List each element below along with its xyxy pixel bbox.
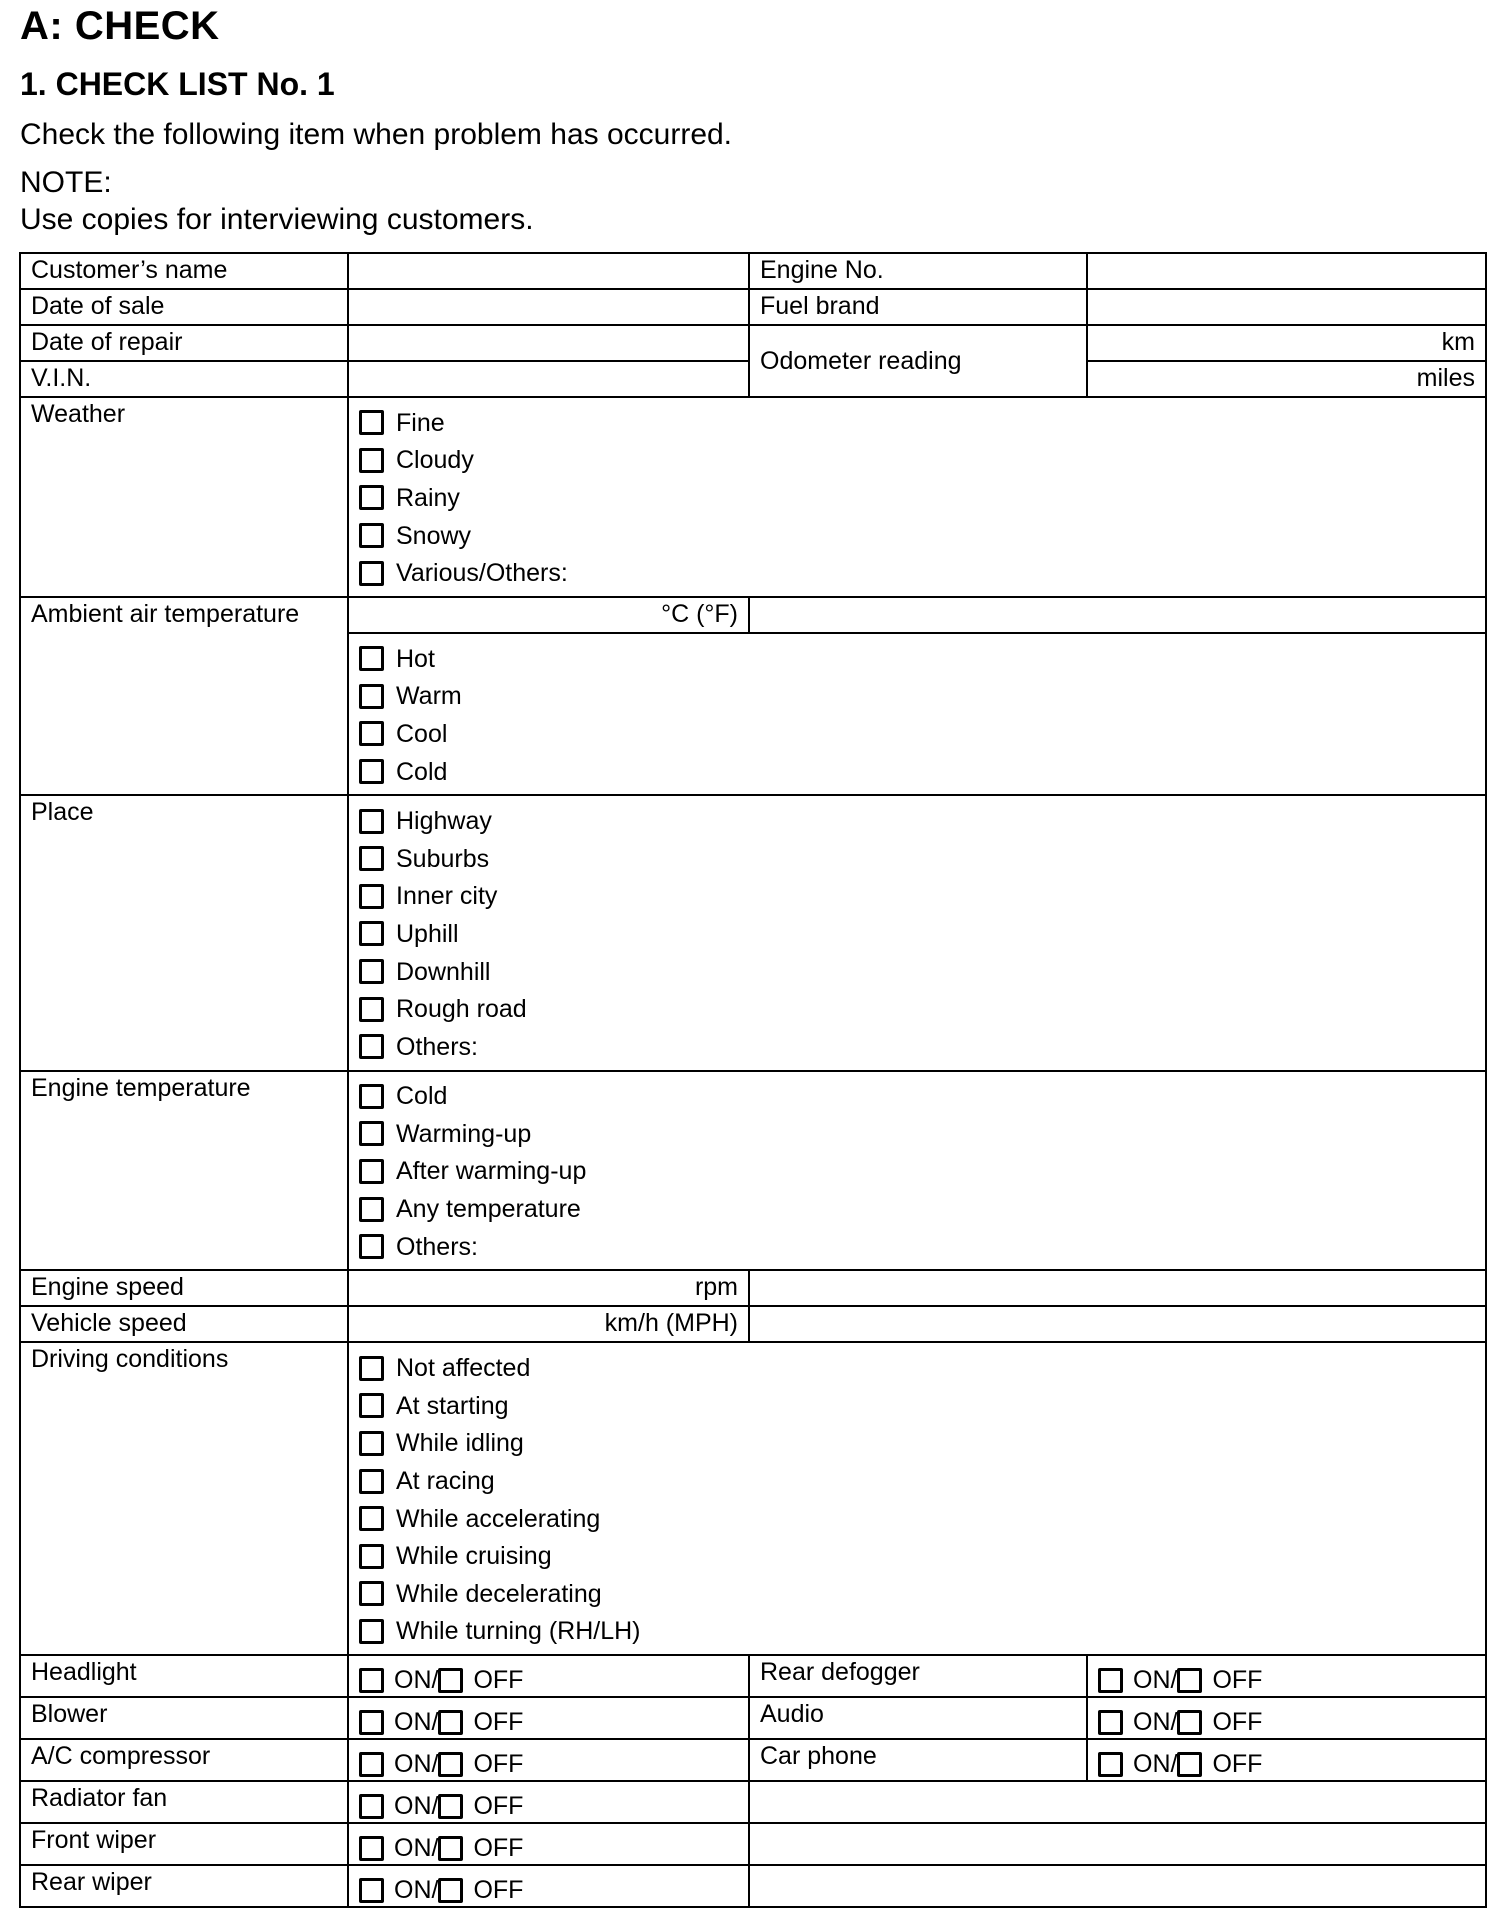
place-option[interactable]: Downhill <box>359 953 1475 991</box>
engine-temp-options <box>348 1071 1486 1271</box>
checkbox-icon[interactable] <box>359 684 384 709</box>
engine-temp-option[interactable]: Warming-up <box>359 1115 1475 1153</box>
front-wiper-blank <box>749 1823 1486 1865</box>
engine-temp-option[interactable]: After warming-up <box>359 1153 1475 1191</box>
checkbox-icon[interactable] <box>359 846 384 871</box>
vin-label: V.I.N. <box>20 361 348 397</box>
checkbox-icon[interactable] <box>359 997 384 1022</box>
checkbox-icon[interactable] <box>359 646 384 671</box>
place-option[interactable]: Inner city <box>359 878 1475 916</box>
driving-option[interactable]: While decelerating <box>359 1575 1475 1613</box>
engine-speed-label: Engine speed <box>20 1270 348 1306</box>
note-label: NOTE: <box>20 166 112 199</box>
vehicle-speed-label: Vehicle speed <box>20 1306 348 1342</box>
checkbox-off-icon[interactable] <box>438 1710 463 1735</box>
driving-option[interactable]: At starting <box>359 1387 1475 1425</box>
engine-temp-option[interactable]: Cold <box>359 1078 1475 1116</box>
checkbox-icon[interactable] <box>359 809 384 834</box>
place-options <box>348 795 1486 1070</box>
radiator-fan-onoff: ON/ OFF <box>348 1781 749 1823</box>
checkbox-off-icon[interactable] <box>1177 1710 1202 1735</box>
checkbox-on-icon[interactable] <box>359 1752 384 1777</box>
checkbox-on-icon[interactable] <box>1098 1710 1123 1735</box>
place-option[interactable]: Suburbs <box>359 840 1475 878</box>
ambient-temp-unit[interactable]: °C (°F) <box>348 597 749 633</box>
driving-option[interactable]: Not affected <box>359 1349 1475 1387</box>
intro-text: Check the following item when problem has occurred. <box>20 118 733 151</box>
customers-name-label: Customer’s name <box>20 253 348 289</box>
checkbox-on-icon[interactable] <box>359 1836 384 1861</box>
date-of-sale-label: Date of sale <box>20 289 348 325</box>
checkbox-off-icon[interactable] <box>438 1878 463 1903</box>
ambient-option[interactable]: Hot <box>359 640 1475 678</box>
engine-speed-unit[interactable]: rpm <box>348 1270 749 1306</box>
checkbox-on-icon[interactable] <box>359 1710 384 1735</box>
checkbox-icon[interactable] <box>359 485 384 510</box>
checkbox-off-icon[interactable] <box>438 1668 463 1693</box>
checkbox-on-icon[interactable] <box>359 1668 384 1693</box>
checkbox-on-icon[interactable] <box>1098 1752 1123 1777</box>
checkbox-icon[interactable] <box>359 1506 384 1531</box>
date-of-repair-field[interactable] <box>348 325 749 361</box>
odometer-reading-label: Odometer reading <box>749 325 1087 397</box>
driving-conditions-options <box>348 1342 1486 1655</box>
checkbox-on-icon[interactable] <box>359 1878 384 1903</box>
checkbox-icon[interactable] <box>359 1431 384 1456</box>
checkbox-off-icon[interactable] <box>438 1836 463 1861</box>
checkbox-icon[interactable] <box>359 1544 384 1569</box>
rear-wiper-label: Rear wiper <box>20 1865 348 1907</box>
place-option[interactable]: Highway <box>359 802 1475 840</box>
fuel-brand-field[interactable] <box>1087 289 1486 325</box>
checkbox-icon[interactable] <box>359 1159 384 1184</box>
checkbox-icon[interactable] <box>359 1469 384 1494</box>
fuel-brand-label: Fuel brand <box>749 289 1087 325</box>
rear-wiper-blank <box>749 1865 1486 1907</box>
headlight-onoff: ON/ OFF <box>348 1655 749 1697</box>
vehicle-speed-unit[interactable]: km/h (MPH) <box>348 1306 749 1342</box>
ambient-temp-label: Ambient air temperature <box>20 597 348 795</box>
checkbox-icon[interactable] <box>359 1034 384 1059</box>
radiator-fan-blank <box>749 1781 1486 1823</box>
driving-option[interactable]: While accelerating <box>359 1500 1475 1538</box>
driving-option[interactable]: At racing <box>359 1462 1475 1500</box>
ambient-option[interactable]: Cold <box>359 753 1475 791</box>
checkbox-icon[interactable] <box>359 1619 384 1644</box>
checkbox-icon[interactable] <box>359 1393 384 1418</box>
headlight-label: Headlight <box>20 1655 348 1697</box>
driving-option[interactable]: While cruising <box>359 1537 1475 1575</box>
customers-name-field[interactable] <box>348 253 749 289</box>
checkbox-on-icon[interactable] <box>1098 1668 1123 1693</box>
rear-wiper-onoff: ON/ OFF <box>348 1865 749 1907</box>
checkbox-icon[interactable] <box>359 448 384 473</box>
weather-label: Weather <box>20 397 348 597</box>
checkbox-icon[interactable] <box>359 1581 384 1606</box>
checkbox-icon[interactable] <box>359 721 384 746</box>
weather-option[interactable]: Snowy <box>359 517 1475 555</box>
checkbox-on-icon[interactable] <box>359 1794 384 1819</box>
note-text: Use copies for interviewing customers. <box>20 203 534 236</box>
engine-no-label: Engine No. <box>749 253 1087 289</box>
checkbox-off-icon[interactable] <box>438 1752 463 1777</box>
checkbox-icon[interactable] <box>359 1234 384 1259</box>
ambient-temp-blank[interactable] <box>749 597 1486 633</box>
checkbox-icon[interactable] <box>359 1356 384 1381</box>
checkbox-icon[interactable] <box>359 959 384 984</box>
front-wiper-onoff: ON/ OFF <box>348 1823 749 1865</box>
vin-field[interactable] <box>348 361 749 397</box>
rear-defogger-label: Rear defogger <box>749 1655 1087 1697</box>
section-title: 1. CHECK LIST No. 1 <box>20 66 335 102</box>
odometer-km-field[interactable]: km <box>1087 325 1486 361</box>
engine-speed-blank[interactable] <box>749 1270 1486 1306</box>
checkbox-off-icon[interactable] <box>1177 1752 1202 1777</box>
ambient-option[interactable]: Warm <box>359 678 1475 716</box>
front-wiper-label: Front wiper <box>20 1823 348 1865</box>
page-title: A: CHECK <box>20 4 220 48</box>
checkbox-icon[interactable] <box>359 1197 384 1222</box>
weather-option[interactable]: Various/Others: <box>359 554 1475 592</box>
place-label: Place <box>20 795 348 1070</box>
audio-onoff: ON/ OFF <box>1087 1697 1486 1739</box>
place-option[interactable]: Rough road <box>359 990 1475 1028</box>
ac-compressor-onoff: ON/ OFF <box>348 1739 749 1781</box>
radiator-fan-label: Radiator fan <box>20 1781 348 1823</box>
checkbox-off-icon[interactable] <box>1177 1668 1202 1693</box>
weather-option[interactable]: Cloudy <box>359 442 1475 480</box>
checkbox-icon[interactable] <box>359 759 384 784</box>
checkbox-icon[interactable] <box>359 1084 384 1109</box>
car-phone-onoff: ON/ OFF <box>1087 1739 1486 1781</box>
ac-compressor-label: A/C compressor <box>20 1739 348 1781</box>
engine-temp-option[interactable]: Others: <box>359 1228 1475 1266</box>
engine-temp-option[interactable]: Any temperature <box>359 1190 1475 1228</box>
weather-option[interactable]: Fine <box>359 404 1475 442</box>
weather-option[interactable]: Rainy <box>359 479 1475 517</box>
date-of-sale-field[interactable] <box>348 289 749 325</box>
blower-label: Blower <box>20 1697 348 1739</box>
audio-label: Audio <box>749 1697 1087 1739</box>
place-option[interactable]: Uphill <box>359 915 1475 953</box>
checkbox-icon[interactable] <box>359 523 384 548</box>
car-phone-label: Car phone <box>749 1739 1087 1781</box>
check-list-table <box>19 252 1487 1908</box>
engine-temp-label: Engine temperature <box>20 1071 348 1271</box>
vehicle-speed-blank[interactable] <box>749 1306 1486 1342</box>
rear-defogger-onoff: ON/ OFF <box>1087 1655 1486 1697</box>
checkbox-icon[interactable] <box>359 1121 384 1146</box>
checkbox-icon[interactable] <box>359 561 384 586</box>
checkbox-icon[interactable] <box>359 884 384 909</box>
weather-options <box>348 397 1486 597</box>
ambient-temp-options <box>348 633 1486 795</box>
blower-onoff: ON/ OFF <box>348 1697 749 1739</box>
checkbox-off-icon[interactable] <box>438 1794 463 1819</box>
date-of-repair-label: Date of repair <box>20 325 348 361</box>
driving-option[interactable]: While turning (RH/LH) <box>359 1613 1475 1651</box>
checkbox-icon[interactable] <box>359 921 384 946</box>
ambient-option[interactable]: Cool <box>359 715 1475 753</box>
driving-conditions-label: Driving conditions <box>20 1342 348 1655</box>
odometer-miles-field[interactable]: miles <box>1087 361 1486 397</box>
place-option[interactable]: Others: <box>359 1028 1475 1066</box>
engine-no-field[interactable] <box>1087 253 1486 289</box>
driving-option[interactable]: While idling <box>359 1425 1475 1463</box>
checkbox-icon[interactable] <box>359 410 384 435</box>
